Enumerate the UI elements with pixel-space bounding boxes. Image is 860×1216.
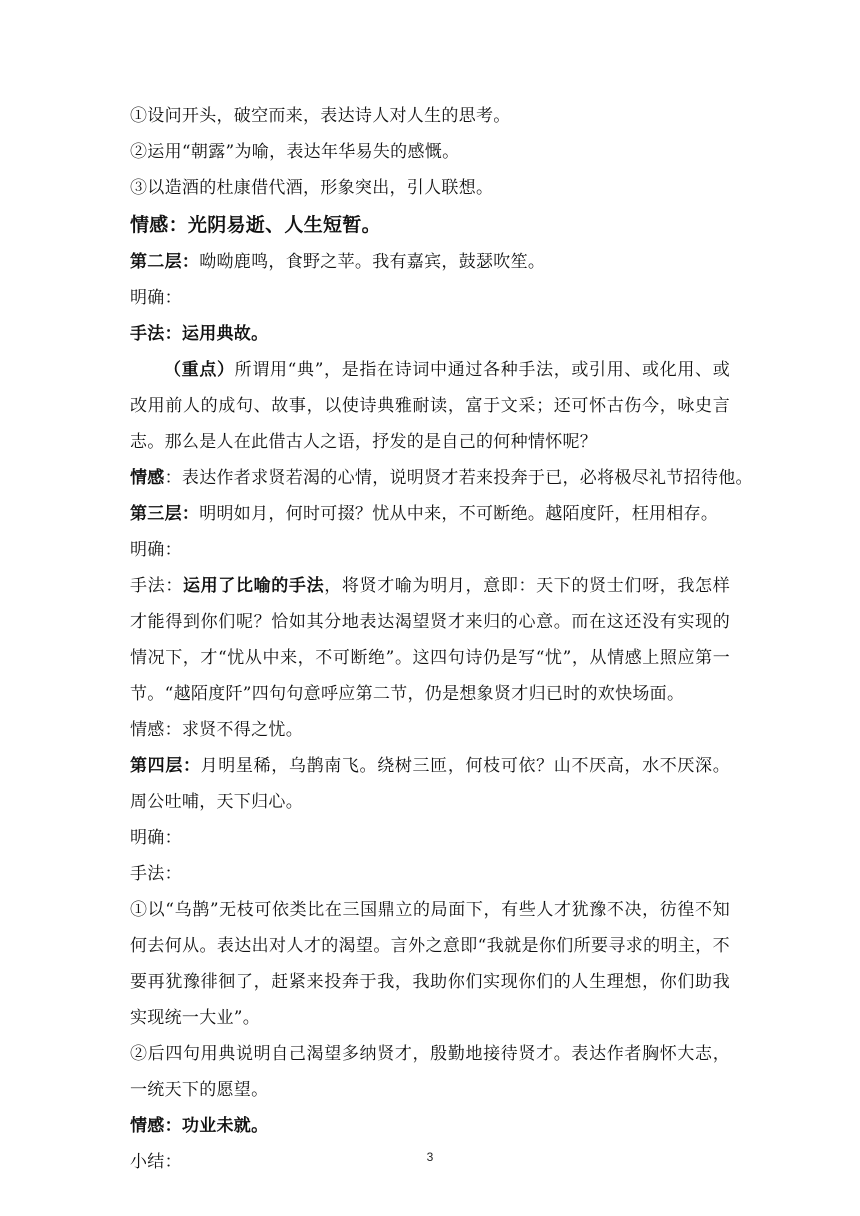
layer-4-label: 第四层： [130,756,201,776]
summary-label: 小结： [130,1152,182,1172]
emotion-4: 情感：功业未就。 [130,1116,269,1136]
layer-3 [130,496,730,532]
technique-label: 手法： [130,576,183,596]
clarify-label: 明确： [130,540,182,560]
layer-2 [130,244,730,280]
item-4-1: ①以“乌鹊”无枝可依类比在三国鼎立的局面下，有些人才犹豫不决，彷徨不知何去何从。表达出对人才的渴望。言外之意即“我就是你们所要寻求的明主，不要再犹豫徘徊了，赶紧来投奔于我，我助你们实现你们的人生理想，你们助我实现统一大业”。 [130,900,730,1028]
technique-3-paragraph [130,568,730,712]
point-3: ③以造酒的杜康借代酒，形象突出，引人联想。 [130,178,494,198]
technique-3-bold: 运用了比喻的手法 [182,576,325,596]
emotion-heading-1: 情感：光阴易逝、人生短暂。 [130,214,381,236]
layer-4 [130,748,730,820]
technique-2: 手法：运用典故。 [130,324,269,344]
document-body [130,98,753,1180]
emotion-3: 情感：求贤不得之忧。 [130,720,303,740]
point-2: ②运用“朝露”为喻，表达年华易失的感慨。 [130,142,460,162]
layer-3-text: 明明如月，何时可掇？忧从中来，不可断绝。越陌度阡，枉用相存。 [199,504,719,524]
layer-3-label: 第三层： [130,504,200,524]
emotion-2-text: ：表达作者求贤若渴的心情，说明贤才若来投奔于已，必将极尽礼节招待他。 [164,468,753,488]
layer-2-label: 第二层： [130,252,200,272]
layer-2-text: 呦呦鹿鸣，食野之苹。我有嘉宾，鼓瑟吹笙。 [199,252,546,272]
key-point-text: 所谓用“典”，是指在诗词中通过各种手法，或引用、或化用、或改用前人的成句、故事，以使诗典雅耐读，富于文采；还可怀古伤今，咏史言志。那么是人在此借古人之语，抒发的是自己的何种情怀呢？ [130,360,730,452]
clarify-label: 明确： [130,828,182,848]
emotion-2 [130,460,753,496]
technique-label-4: 手法： [130,864,182,884]
emotion-2-label: 情感 [130,468,165,488]
technique-3-text: ，将贤才喻为明月，意即：天下的贤士们呀，我怎样才能得到你们呢？恰如其分地表达渴望贤才来归的心意。而在这还没有实现的情况下，才“忧从中来，不可断绝”。这四句诗仍是写“忧”，从情感上照应第一节。“越陌度阡”四句句意呼应第二节，仍是想象贤才归已时的欢快场面。 [130,576,731,704]
item-4-2: ②后四句用典说明自己渴望多纳贤才，殷勤地接待贤才。表达作者胸怀大志，一统天下的愿望。 [130,1044,730,1100]
page-number: 3 [426,1150,434,1164]
point-1: ①设问开头，破空而来，表达诗人对人生的思考。 [130,106,511,126]
layer-4-text: 月明星稀，乌鹊南飞。绕树三匝，何枝可依？山不厌高，水不厌深。周公吐哺，天下归心。 [130,756,731,812]
key-point-paragraph [130,352,730,460]
clarify-label: 明确： [130,288,182,308]
key-point-label: （重点） [164,360,235,380]
